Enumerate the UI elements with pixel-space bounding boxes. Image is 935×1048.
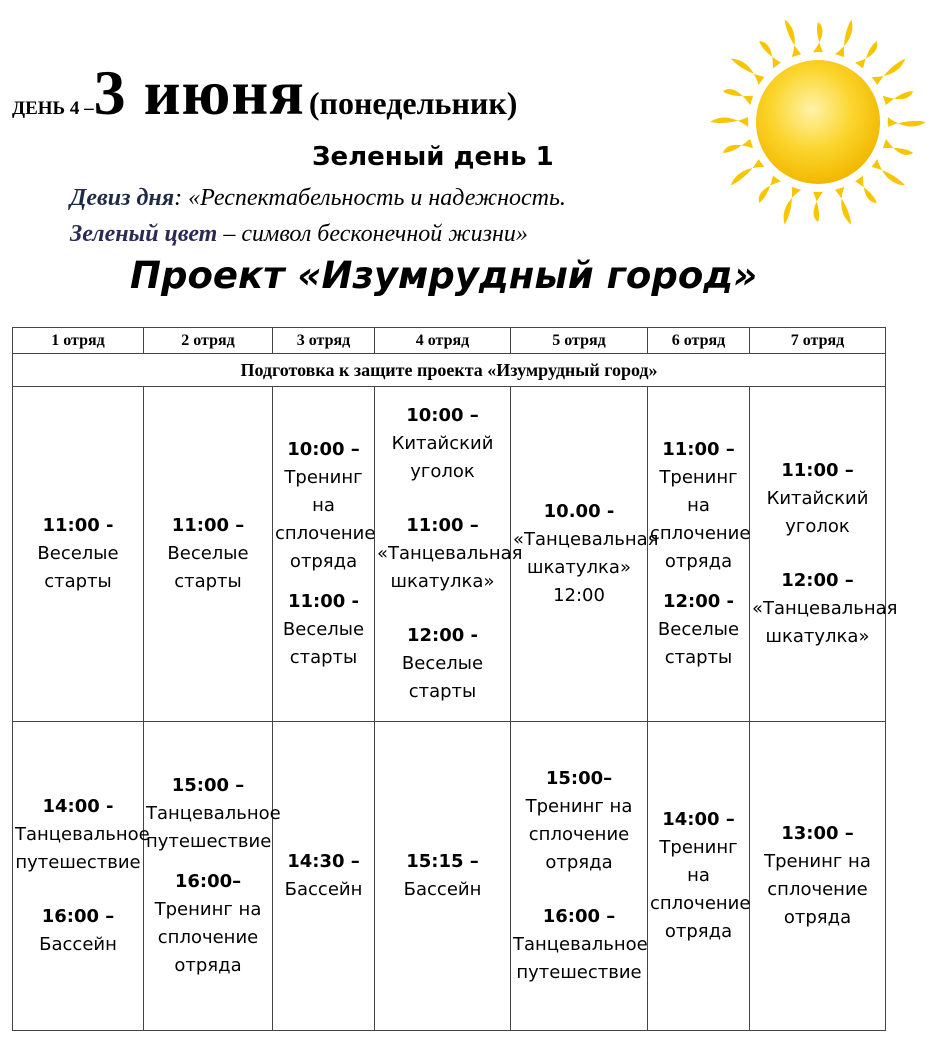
time-label: 10:00 – bbox=[287, 439, 360, 460]
activity-label: Бассейн bbox=[284, 879, 363, 900]
col-header: 1 отряд bbox=[13, 328, 144, 354]
time-label: 16:00 – bbox=[41, 906, 115, 927]
time-label: 15:15 – bbox=[406, 851, 479, 872]
time-label: 14:00 – bbox=[662, 809, 735, 830]
time-label: 15:00– bbox=[545, 768, 613, 789]
time-label: 10:00 – bbox=[406, 405, 479, 426]
day-prefix: ДЕНЬ 4 – bbox=[12, 98, 94, 119]
time-label: 11:00 – bbox=[171, 515, 245, 536]
sun-ray bbox=[835, 187, 851, 225]
time-label: 10.00 - bbox=[543, 501, 615, 522]
sun-ray bbox=[888, 117, 926, 127]
activity-label: «Танцевальная шкатулка» bbox=[377, 543, 523, 592]
activity-label: Тренинг на сплочение отряда bbox=[650, 837, 751, 942]
schedule-cell bbox=[750, 387, 898, 722]
sun-ray bbox=[731, 159, 765, 185]
col-header: 3 отряд bbox=[273, 328, 375, 354]
sun-icon bbox=[700, 10, 935, 245]
time-label: 11:00 – bbox=[662, 439, 735, 460]
time-label: 13:00 – bbox=[781, 823, 854, 844]
sun-ray bbox=[759, 176, 781, 203]
table-row bbox=[13, 722, 886, 1031]
activity-label: Веселые старты bbox=[282, 619, 365, 668]
schedule-cell bbox=[144, 387, 273, 722]
header-row bbox=[13, 328, 886, 354]
sun-ray bbox=[723, 89, 753, 105]
section-label: Подготовка к защите проекта «Изумрудный город» bbox=[13, 354, 886, 387]
activity-label: Китайский уголок bbox=[766, 488, 869, 537]
schedule-table bbox=[12, 327, 898, 1031]
schedule-cell bbox=[375, 722, 511, 1031]
activity-label: Бассейн bbox=[39, 934, 117, 955]
schedule-cell bbox=[375, 387, 523, 722]
col-header: 5 отряд bbox=[511, 328, 648, 354]
schedule-cell bbox=[13, 722, 150, 1031]
activity-label: «Танцевальная шкатулка» bbox=[752, 598, 898, 647]
schedule-cell bbox=[273, 387, 375, 722]
time-label: 11:00 - bbox=[42, 515, 114, 536]
color-motto-line bbox=[70, 221, 528, 248]
day-header bbox=[12, 56, 517, 130]
time-label: 16:00– bbox=[174, 871, 242, 892]
time-label: 11:00 – bbox=[781, 460, 854, 481]
sun-ray bbox=[710, 117, 748, 127]
col-header: 6 отряд bbox=[648, 328, 750, 354]
section-row bbox=[13, 354, 886, 387]
motto-text: : «Респектабельность и надежность. bbox=[174, 185, 566, 211]
end-time-label: 12:00 bbox=[553, 585, 605, 606]
activity-label: «Танцевальная шкатулка» bbox=[513, 529, 659, 578]
activity-label: Танцевальное путешествие bbox=[146, 803, 281, 852]
sun-ray bbox=[872, 59, 906, 85]
activity-label: Бассейн bbox=[403, 879, 482, 900]
activity-label: Тренинг на сплочение отряда bbox=[525, 796, 633, 873]
activity-label: Тренинг на сплочение отряда bbox=[650, 467, 751, 572]
activity-label: Веселые старты bbox=[401, 653, 484, 702]
schedule-cell bbox=[750, 722, 886, 1031]
col-header: 4 отряд bbox=[375, 328, 511, 354]
sun-ray bbox=[813, 22, 823, 52]
activity-label: Веселые старты bbox=[37, 543, 119, 592]
time-label: 12:00 - bbox=[662, 591, 735, 612]
col-header: 2 отряд bbox=[144, 328, 273, 354]
activity-label: Веселые старты bbox=[167, 543, 249, 592]
time-label: 11:00 - bbox=[287, 591, 360, 612]
sun-ray bbox=[813, 192, 823, 222]
schedule-cell bbox=[273, 722, 375, 1031]
activity-label: Тренинг на сплочение отряда bbox=[275, 467, 376, 572]
weekday: (понедельник) bbox=[308, 85, 518, 121]
color-label: Зеленый цвет bbox=[70, 221, 218, 247]
time-label: 14:30 – bbox=[287, 851, 360, 872]
activity-label: Веселые старты bbox=[657, 619, 740, 668]
time-label: 15:00 – bbox=[171, 775, 245, 796]
time-label: 11:00 – bbox=[406, 515, 479, 536]
time-label: 14:00 - bbox=[42, 796, 114, 817]
sun-ray bbox=[723, 139, 753, 153]
activity-label: Тренинг на сплочение отряда bbox=[154, 899, 262, 976]
schedule-cell bbox=[648, 387, 750, 722]
schedule-cell bbox=[13, 387, 144, 722]
activity-label: Танцевальное путешествие bbox=[15, 824, 150, 873]
col-header: 7 отряд bbox=[750, 328, 886, 354]
time-label: 12:00 – bbox=[781, 570, 854, 591]
sun-ray bbox=[855, 176, 877, 203]
sun-ray bbox=[759, 41, 781, 68]
sun-ray bbox=[784, 187, 801, 225]
sun-ray bbox=[731, 59, 765, 85]
green-day-title: Зеленый день 1 bbox=[312, 142, 554, 172]
schedule-cell bbox=[648, 722, 750, 1031]
schedule-cell bbox=[144, 722, 281, 1031]
activity-label: Тренинг на сплочение отряда bbox=[764, 851, 871, 928]
motto-label: Девиз дня bbox=[70, 185, 175, 211]
sun-ray bbox=[835, 19, 852, 57]
time-label: 12:00 - bbox=[406, 625, 479, 646]
sun-ray bbox=[883, 139, 913, 155]
schedule-cell bbox=[511, 722, 648, 1031]
table-row bbox=[13, 387, 886, 722]
color-text: – символ бесконечной жизни» bbox=[217, 221, 528, 247]
sun-ray bbox=[872, 159, 906, 185]
date-title: 3 июня bbox=[93, 57, 305, 128]
time-label: 16:00 – bbox=[542, 906, 616, 927]
motto-line bbox=[70, 185, 566, 212]
activity-label: Китайский уголок bbox=[391, 433, 494, 482]
project-title: Проект «Изумрудный город» bbox=[130, 254, 758, 297]
activity-label: Танцевальное путешествие bbox=[513, 934, 648, 983]
schedule-cell bbox=[511, 387, 659, 722]
sun-ray bbox=[883, 91, 913, 105]
sun-ray bbox=[785, 19, 801, 57]
sun-ray bbox=[855, 41, 877, 68]
